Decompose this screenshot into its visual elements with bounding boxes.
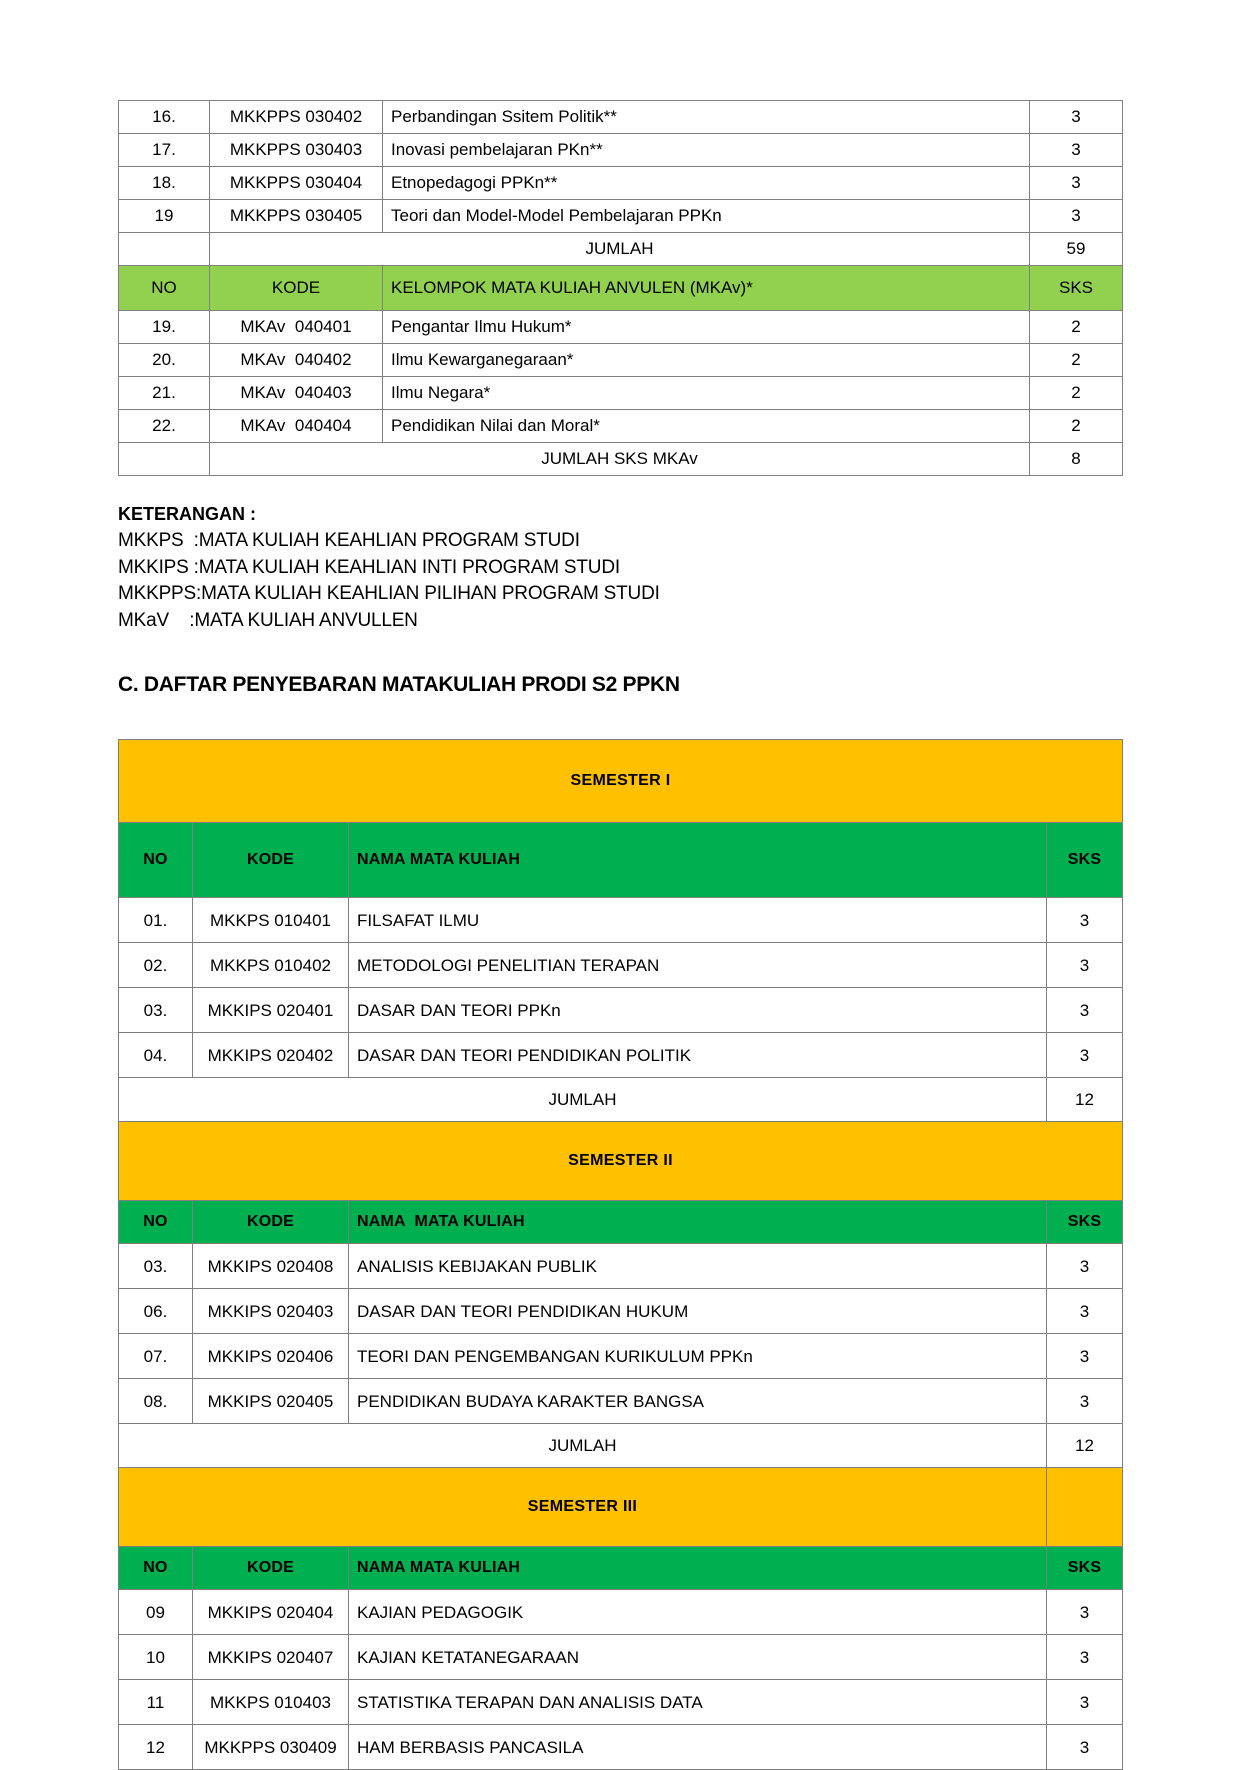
cell-sks: 3 <box>1046 898 1122 943</box>
table-row <box>119 988 1123 1033</box>
cell-sks: 3 <box>1046 1725 1122 1770</box>
semester-title: SEMESTER II <box>119 1122 1123 1201</box>
table-row <box>119 1379 1123 1424</box>
header-nama: NAMA MATA KULIAH <box>349 1201 1047 1244</box>
table-row <box>119 200 1123 233</box>
table-row <box>119 1244 1123 1289</box>
header-sks: SKS <box>1030 266 1123 311</box>
cell-kode: MKAv 040401 <box>210 311 383 344</box>
cell-sks: 3 <box>1046 1635 1122 1680</box>
cell-nama: ANALISIS KEBIJAKAN PUBLIK <box>349 1244 1047 1289</box>
cell-kode: MKAv 040403 <box>210 377 383 410</box>
cell-nama: Etnopedagogi PPKn** <box>383 167 1030 200</box>
cell-nama: Inovasi pembelajaran PKn** <box>383 134 1030 167</box>
semester-title-row <box>119 740 1123 823</box>
table-row <box>119 898 1123 943</box>
cell-sks: 3 <box>1046 1033 1122 1078</box>
semester-tables-wrapper <box>118 739 1123 1770</box>
semester-title: SEMESTER III <box>119 1468 1047 1547</box>
cell-nama: KAJIAN KETATANEGARAAN <box>349 1635 1047 1680</box>
cell-no: 17. <box>119 134 210 167</box>
cell-sks: 3 <box>1046 1244 1122 1289</box>
header-no: NO <box>119 1201 193 1244</box>
table-row <box>119 311 1123 344</box>
cell-no: 03. <box>119 1244 193 1289</box>
header-nama: NAMA MATA KULIAH <box>349 1547 1047 1590</box>
cell-no: 12 <box>119 1725 193 1770</box>
cell-sks: 3 <box>1046 1590 1122 1635</box>
cell-no: 04. <box>119 1033 193 1078</box>
table-row <box>119 1334 1123 1379</box>
header-nama: KELOMPOK MATA KULIAH ANVULEN (MKAv)* <box>383 266 1030 311</box>
header-kode: KODE <box>210 266 383 311</box>
cell-no: 01. <box>119 898 193 943</box>
cell-sks: 3 <box>1030 134 1123 167</box>
cell-kode: MKKIPS 020404 <box>193 1590 349 1635</box>
table-row <box>119 101 1123 134</box>
table-row <box>119 1635 1123 1680</box>
cell-kode: MKKPPS 030404 <box>210 167 383 200</box>
cell-no: 19. <box>119 311 210 344</box>
legend-block <box>118 502 1123 635</box>
cell-nama: KAJIAN PEDAGOGIK <box>349 1590 1047 1635</box>
section-heading: C. DAFTAR PENYEBARAN MATAKULIAH PRODI S2 PPKN <box>118 673 680 697</box>
cell-no: 22. <box>119 410 210 443</box>
cell-no: 20. <box>119 344 210 377</box>
cell-nama: Teori dan Model-Model Pembelajaran PPKn <box>383 200 1030 233</box>
header-nama: NAMA MATA KULIAH <box>349 823 1047 898</box>
cell-sks: 3 <box>1030 167 1123 200</box>
cell-kode: MKKIPS 020403 <box>193 1289 349 1334</box>
semester-title-spacer <box>1046 1468 1122 1547</box>
table-row <box>119 1033 1123 1078</box>
cell-mkav-total-label: JUMLAH SKS MKAv <box>210 443 1030 476</box>
cell-nama: STATISTIKA TERAPAN DAN ANALISIS DATA <box>349 1680 1047 1725</box>
table-total-row-mkav <box>119 443 1123 476</box>
cell-no: 03. <box>119 988 193 1033</box>
table-body <box>119 101 1123 476</box>
cell-sks: 3 <box>1046 1334 1122 1379</box>
table-row <box>119 1289 1123 1334</box>
cell-nama: Ilmu Negara* <box>383 377 1030 410</box>
table-total-row <box>119 233 1123 266</box>
header-sks: SKS <box>1046 1547 1122 1590</box>
cell-nama: DASAR DAN TEORI PPKn <box>349 988 1047 1033</box>
cell-jumlah-value: 59 <box>1030 233 1123 266</box>
cell-sks: 3 <box>1046 1379 1122 1424</box>
cell-no: 10 <box>119 1635 193 1680</box>
cell-sks: 2 <box>1030 344 1123 377</box>
semester-title-row <box>119 1122 1123 1201</box>
cell-nama: Ilmu Kewarganegaraan* <box>383 344 1030 377</box>
cell-nama: Pendidikan Nilai dan Moral* <box>383 410 1030 443</box>
header-no: NO <box>119 1547 193 1590</box>
cell-kode: MKKIPS 020402 <box>193 1033 349 1078</box>
table-row <box>119 410 1123 443</box>
cell-total-label: JUMLAH <box>119 1424 1047 1468</box>
cell-kode: MKAv 040404 <box>210 410 383 443</box>
cell-kode: MKKIPS 020401 <box>193 988 349 1033</box>
table-row <box>119 1590 1123 1635</box>
legend-line-mkkpps: MKKPPS:MATA KULIAH KEAHLIAN PILIHAN PROGRAM STUDI <box>118 583 660 605</box>
cell-kode: MKKPPS 030403 <box>210 134 383 167</box>
legend-line-mkkips: MKKIPS :MATA KULIAH KEAHLIAN INTI PROGRAM STUDI <box>118 556 620 578</box>
cell-nama: PENDIDIKAN BUDAYA KARAKTER BANGSA <box>349 1379 1047 1424</box>
header-no: NO <box>119 823 193 898</box>
cell-kode: MKKIPS 020408 <box>193 1244 349 1289</box>
semester-header-row <box>119 823 1123 898</box>
legend-title: KETERANGAN : <box>118 504 256 524</box>
cell-nama: TEORI DAN PENGEMBANGAN KURIKULUM PPKn <box>349 1334 1047 1379</box>
cell-mkav-total-value: 8 <box>1030 443 1123 476</box>
header-no: NO <box>119 266 210 311</box>
table-row <box>119 943 1123 988</box>
cell-jumlah-label: JUMLAH <box>210 233 1030 266</box>
semester-title: SEMESTER I <box>119 740 1123 823</box>
cell-no: 19 <box>119 200 210 233</box>
table-body <box>119 740 1123 1770</box>
semester-total-row <box>119 1424 1123 1468</box>
cell-kode: MKKPS 010402 <box>193 943 349 988</box>
header-sks: SKS <box>1046 1201 1122 1244</box>
cell-sks: 3 <box>1046 988 1122 1033</box>
cell-no: 18. <box>119 167 210 200</box>
cell-sks: 3 <box>1030 200 1123 233</box>
table-row <box>119 344 1123 377</box>
table-semester-distribution <box>118 739 1123 1770</box>
cell-total-value: 12 <box>1046 1078 1122 1122</box>
cell-no: 16. <box>119 101 210 134</box>
cell-sks: 2 <box>1030 377 1123 410</box>
cell-sks: 3 <box>1046 1289 1122 1334</box>
table-row <box>119 134 1123 167</box>
semester-title-row <box>119 1468 1123 1547</box>
header-kode: KODE <box>193 1201 349 1244</box>
cell-kode: MKKPPS 030402 <box>210 101 383 134</box>
cell-kode: MKKPS 010403 <box>193 1680 349 1725</box>
cell-no: 21. <box>119 377 210 410</box>
cell-kode: MKKPPS 030409 <box>193 1725 349 1770</box>
cell-total-value: 12 <box>1046 1424 1122 1468</box>
cell-sks: 2 <box>1030 311 1123 344</box>
cell-no: 06. <box>119 1289 193 1334</box>
cell-total-label: JUMLAH <box>119 1078 1047 1122</box>
table-row <box>119 1725 1123 1770</box>
header-kode: KODE <box>193 1547 349 1590</box>
header-kode: KODE <box>193 823 349 898</box>
cell-sks: 2 <box>1030 410 1123 443</box>
cell-nama: Perbandingan Ssitem Politik** <box>383 101 1030 134</box>
cell-nama: HAM BERBASIS PANCASILA <box>349 1725 1047 1770</box>
cell-no: 07. <box>119 1334 193 1379</box>
header-sks: SKS <box>1046 823 1122 898</box>
cell-empty <box>119 233 210 266</box>
cell-no: 09 <box>119 1590 193 1635</box>
table-mkkpps-continuation <box>118 100 1123 476</box>
cell-sks: 3 <box>1046 943 1122 988</box>
cell-kode: MKKIPS 020407 <box>193 1635 349 1680</box>
cell-kode: MKKIPS 020406 <box>193 1334 349 1379</box>
table-row <box>119 377 1123 410</box>
semester-header-row <box>119 1201 1123 1244</box>
cell-kode: MKKIPS 020405 <box>193 1379 349 1424</box>
cell-nama: DASAR DAN TEORI PENDIDIKAN POLITIK <box>349 1033 1047 1078</box>
table-row <box>119 1680 1123 1725</box>
cell-kode: MKKPPS 030405 <box>210 200 383 233</box>
legend-line-mkkps: MKKPS :MATA KULIAH KEAHLIAN PROGRAM STUDI <box>118 529 580 551</box>
table-row <box>119 167 1123 200</box>
cell-sks: 3 <box>1046 1680 1122 1725</box>
cell-no: 02. <box>119 943 193 988</box>
cell-no: 11 <box>119 1680 193 1725</box>
cell-empty <box>119 443 210 476</box>
cell-nama: Pengantar Ilmu Hukum* <box>383 311 1030 344</box>
cell-nama: METODOLOGI PENELITIAN TERAPAN <box>349 943 1047 988</box>
cell-nama: FILSAFAT ILMU <box>349 898 1047 943</box>
semester-header-row <box>119 1547 1123 1590</box>
cell-sks: 3 <box>1030 101 1123 134</box>
legend-line-mkav: MKaV :MATA KULIAH ANVULLEN <box>118 610 418 632</box>
table-header-mkav <box>119 266 1123 311</box>
cell-kode: MKAv 040402 <box>210 344 383 377</box>
cell-nama: DASAR DAN TEORI PENDIDIKAN HUKUM <box>349 1289 1047 1334</box>
cell-kode: MKKPS 010401 <box>193 898 349 943</box>
cell-no: 08. <box>119 1379 193 1424</box>
semester-total-row <box>119 1078 1123 1122</box>
